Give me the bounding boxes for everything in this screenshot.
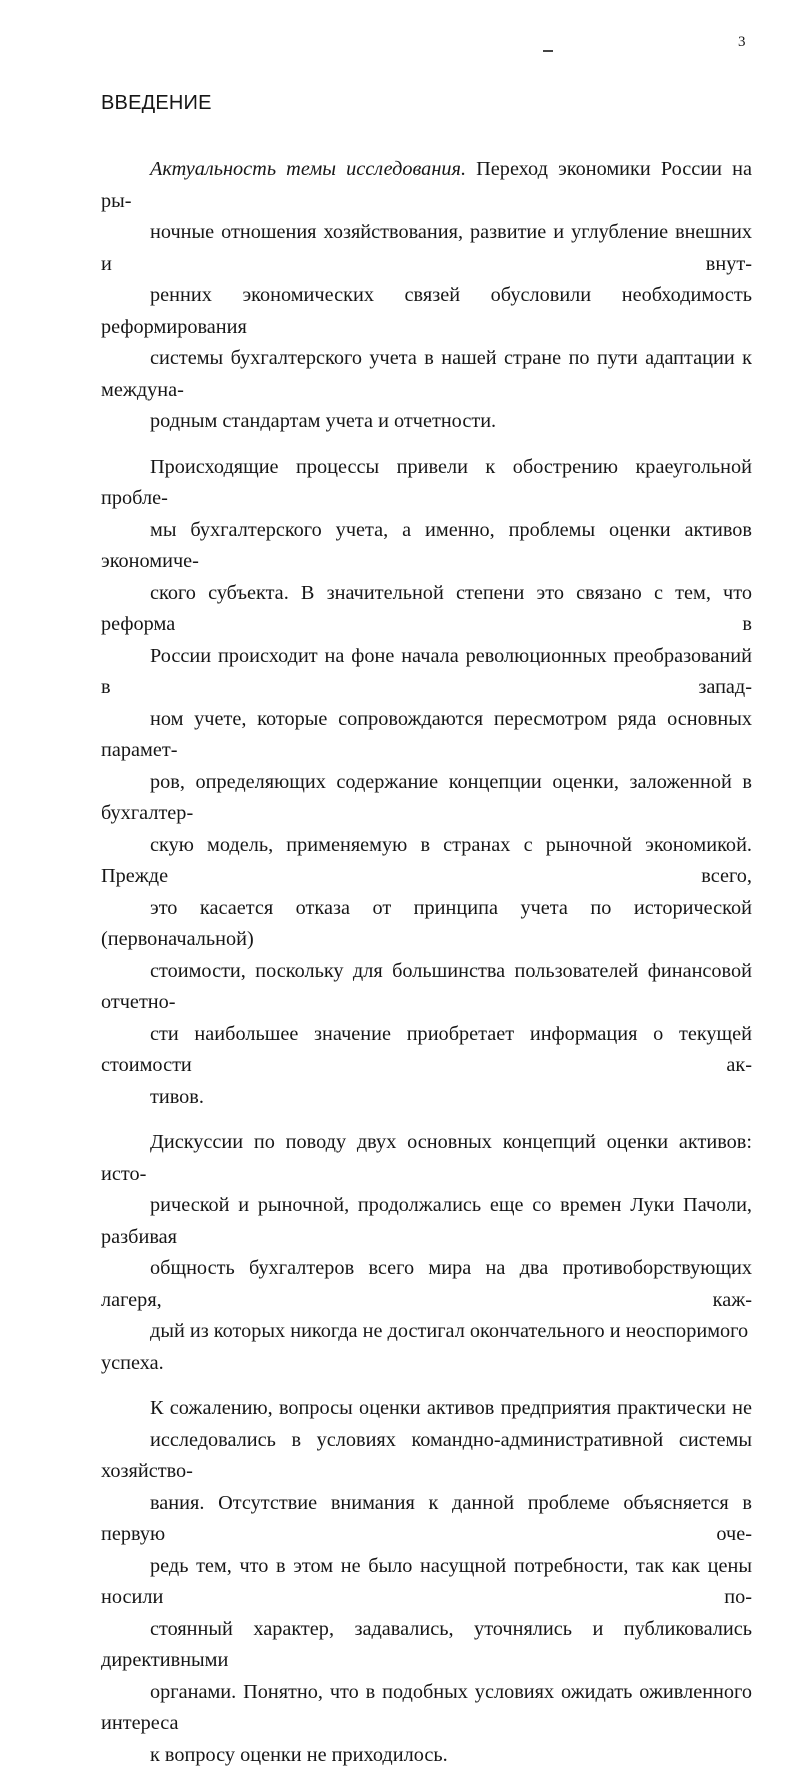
paragraph-lead: Актуальность темы исследования. [150,158,466,180]
paragraph-line: ского субъекта. В значительной степени это связано с тем, что реформа в [101,578,752,641]
paragraph-relevance [101,154,752,438]
paragraph-line: сти наибольшее значение приобретает информация о текущей стоимости ак- [101,1019,752,1082]
paragraph-line: стоянный характер, задавались, уточнялись и публиковались директивными [101,1614,752,1677]
paragraph-line: органами. Понятно, что в подобных условиях ожидать оживленного интереса [101,1677,752,1740]
paragraph-line: Дискуссии по поводу двух основных концепций оценки активов: исто- [101,1127,752,1190]
scan-mark [543,50,553,52]
paragraph-line: К сожалению, вопросы оценки активов предприятия практически не [101,1393,752,1425]
paragraph-line: к вопросу оценки не приходилось. [101,1740,752,1771]
paragraph-line: Происходящие процессы привели к обострению краеугольной пробле- [101,452,752,515]
paragraph-line: скую модель, применяемую в странах с рыночной экономикой. Прежде всего, [101,830,752,893]
paragraph-line: мы бухгалтерского учета, а именно, проблемы оценки активов экономиче- [101,515,752,578]
paragraph-line: родным стандартам учета и отчетности. [101,406,752,438]
paragraph-line: тивов. [101,1082,752,1114]
paragraph-line: общность бухгалтеров всего мира на два противоборствующих лагеря, каж- [101,1253,752,1316]
section-title: ВВЕДЕНИЕ [101,92,212,115]
paragraph-discussions [101,1127,752,1379]
paragraph-regret [101,1393,752,1771]
paragraph-line: ночные отношения хозяйствования, развитие и углубление внешних и внут- [101,217,752,280]
paragraph-line: вания. Отсутствие внимания к данной проблеме объясняется в первую оче- [101,1488,752,1551]
paragraph-line: исследовались в условиях командно-административной системы хозяйство- [101,1425,752,1488]
paragraph-line: стоимости, поскольку для большинства пользователей финансовой отчетно- [101,956,752,1019]
paragraph-line: дый из которых никогда не достигал окончательного и неоспоримого успеха. [101,1316,752,1379]
paragraph-line: ном учете, которые сопровождаются пересмотром ряда основных парамет- [101,704,752,767]
paragraph-line-text: Переход экономики России на ры- [101,158,752,212]
paragraph-line: ров, определяющих содержание концепции оценки, заложенной в бухгалтер- [101,767,752,830]
body-text [101,154,752,1771]
page-number: 3 [738,34,746,51]
paragraph-line: это касается отказа от принципа учета по исторической (первоначальной) [101,893,752,956]
paragraph-line: рической и рыночной, продолжались еще со времен Луки Пачоли, разбивая [101,1190,752,1253]
paragraph-line [101,154,752,217]
paragraph-line: России происходит на фоне начала революционных преобразований в запад- [101,641,752,704]
paragraph-line: системы бухгалтерского учета в нашей стране по пути адаптации к междуна- [101,343,752,406]
paragraph-line: ренних экономических связей обусловили необходимость реформирования [101,280,752,343]
paragraph-processes [101,452,752,1114]
paragraph-line: редь тем, что в этом не было насущной потребности, так как цены носили по- [101,1551,752,1614]
